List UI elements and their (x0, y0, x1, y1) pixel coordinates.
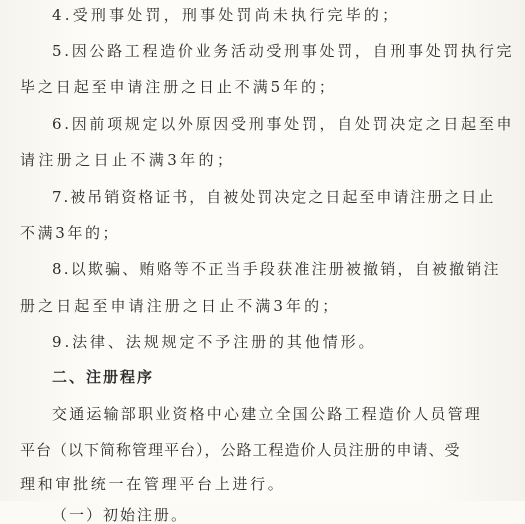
paragraph-line-1: 交通运输部职业资格中心建立全国公路工程造价人员管理 (52, 405, 483, 423)
clause-4-line: 4.受刑事处罚，刑事处罚尚未执行完毕的； (52, 6, 401, 24)
clause-7-line-2: 不满3年的； (20, 224, 121, 242)
clause-9-line: 9.法律、法规规定不予注册的其他情形。 (52, 333, 377, 351)
paragraph-line-3: 理和审批统一在管理平台上进行。 (20, 475, 286, 493)
clause-8-line-1: 8.以欺骗、贿赂等不正当手段获准注册被撤销，自被撤销注 (52, 260, 501, 278)
paragraph-line-2: 平台（以下简称管理平台），公路工程造价人员注册的申请、受 (20, 441, 461, 459)
clause-5-line-2: 毕之日起至申请注册之日止不满5年的； (20, 78, 337, 96)
subsection-heading: （一）初始注册。 (52, 506, 189, 524)
clause-8-line-2: 册之日起至申请注册之日止不满3年的； (20, 297, 341, 315)
clause-7-line-1: 7.被吊销资格证书，自被处罚决定之日起至申请注册之日止 (52, 188, 496, 206)
section-heading: 二、注册程序 (52, 368, 155, 386)
clause-6-line-1: 6.因前项规定以外原因受刑事处罚，自处罚决定之日起至申 (52, 115, 515, 133)
clause-5-line-1: 5.因公路工程造价业务活动受刑事处罚，自刑事处罚执行完 (52, 42, 515, 60)
clause-6-line-2: 请注册之日止不满3年的； (20, 151, 236, 169)
